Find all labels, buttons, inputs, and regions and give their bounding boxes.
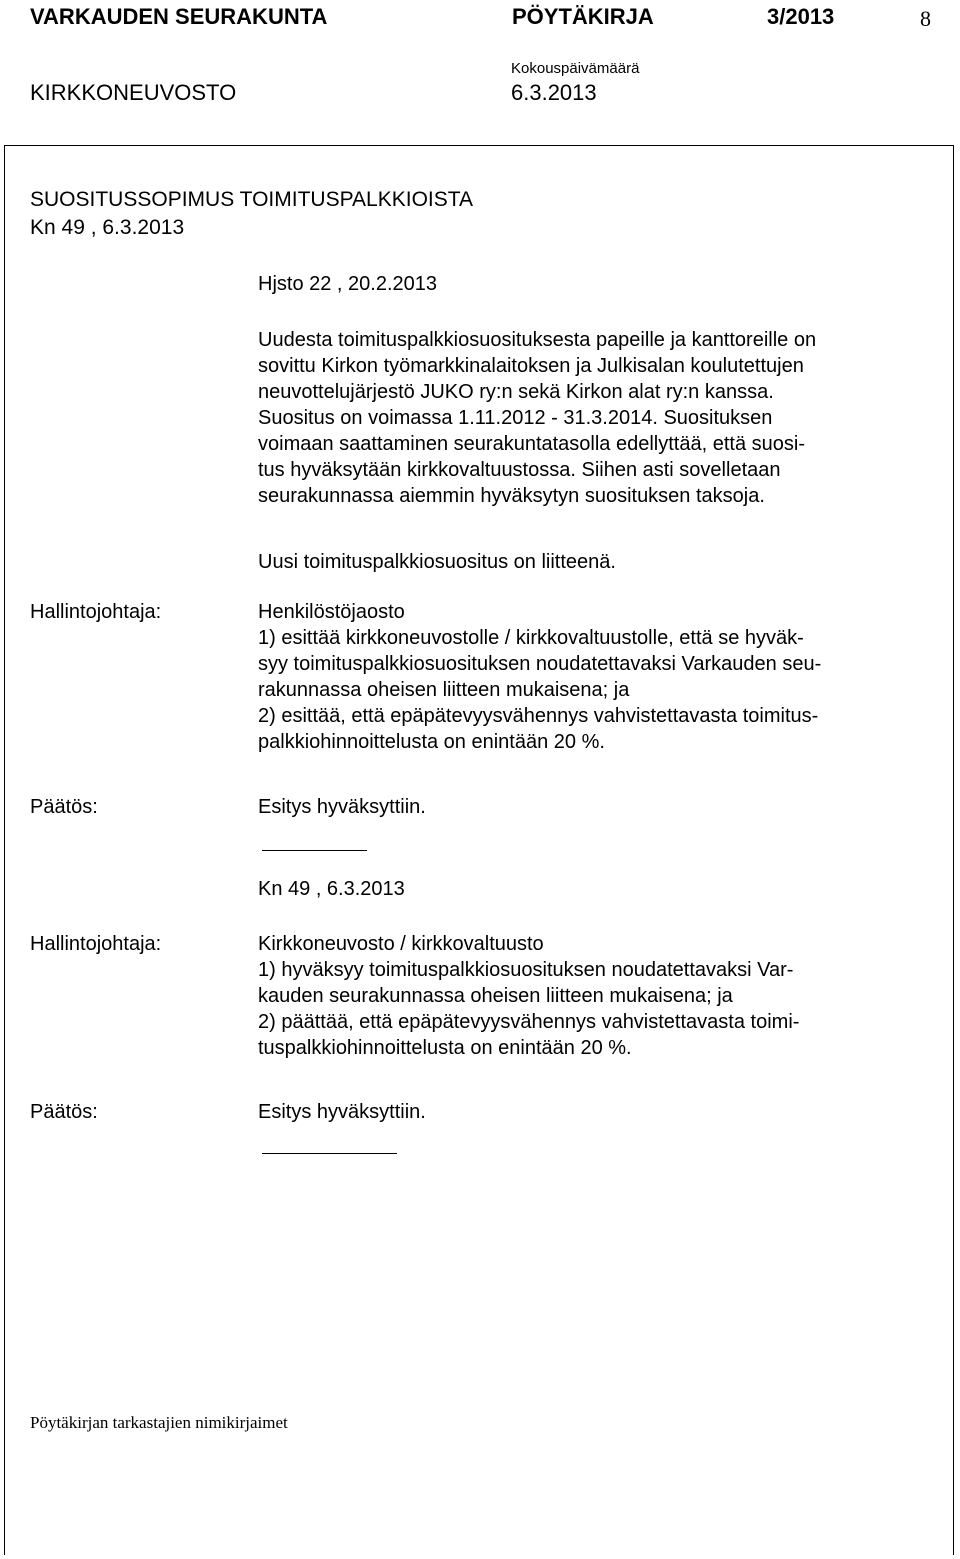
proposal-line: palkkiohinnoittelusta on enintään 20 %. <box>258 731 605 753</box>
org-name: VARKAUDEN SEURAKUNTA <box>30 4 328 29</box>
intro-line: Uudesta toimituspalkkiosuosituksesta papeille ja kanttoreille on <box>258 329 817 351</box>
proposal-line: kauden seurakunnassa oheisen liitteen mukaisena; ja <box>258 985 733 1007</box>
doc-number: 3/2013 <box>767 4 835 29</box>
intro-line: neuvottelujärjestö JUKO ry:n sekä Kirkon alat ry:n kanssa. <box>258 381 774 403</box>
decision-text: Esitys hyväksyttiin. <box>258 1101 426 1123</box>
section-divider <box>262 1153 397 1154</box>
proposal-text <box>258 599 821 755</box>
decision-label: Päätös: <box>30 1101 98 1123</box>
doc-type: PÖYTÄKIRJA <box>512 4 654 29</box>
body-name: KIRKKONEUVOSTO <box>30 80 237 105</box>
proposal-line: rakunnassa oheisen liitteen mukaisena; ja <box>258 679 630 701</box>
section-reference: Kn 49 , 6.3.2013 <box>30 216 185 239</box>
proposal-line: syy toimituspalkkiosuosituksen noudatettavaksi Varkauden seu- <box>258 653 822 675</box>
page-number: 8 <box>920 6 931 31</box>
intro-line: tus hyväksytään kirkkovaltuustossa. Siihen asti sovelletaan <box>258 459 781 481</box>
meeting-date: 6.3.2013 <box>511 80 597 105</box>
section-title: SUOSITUSSOPIMUS TOIMITUSPALKKIOISTA <box>30 188 474 211</box>
proposal-line: 1) hyväksyy toimituspalkkiosuosituksen noudatettavaksi Var- <box>258 959 794 981</box>
prior-reference: Hjsto 22 , 20.2.2013 <box>258 273 438 295</box>
decision-label: Päätös: <box>30 796 98 818</box>
proposal-line: Kirkkoneuvosto / kirkkovaltuusto <box>258 933 544 955</box>
proposal-line: 2) päättää, että epäpätevyysvähennys vahvistettavasta toimi- <box>258 1011 800 1033</box>
intro-line: Suositus on voimassa 1.11.2012 - 31.3.2014. Suosituksen <box>258 407 773 429</box>
signatures-label: Pöytäkirjan tarkastajien nimikirjaimet <box>30 1413 288 1432</box>
proposal-line: 1) esittää kirkkoneuvostolle / kirkkovaltuustolle, että se hyväk- <box>258 627 804 649</box>
proposer-label: Hallintojohtaja: <box>30 933 162 955</box>
proposal-line: tuspalkkiohinnoittelusta on enintään 20 %. <box>258 1037 632 1059</box>
attachment-note: Uusi toimituspalkkiosuositus on liitteenä. <box>258 551 616 573</box>
proposal-line: 2) esittää, että epäpätevyysvähennys vahvistettavasta toimitus- <box>258 705 819 727</box>
intro-paragraph <box>258 327 816 509</box>
section-divider <box>262 850 367 851</box>
decision-text: Esitys hyväksyttiin. <box>258 796 426 818</box>
kn-reference: Kn 49 , 6.3.2013 <box>258 878 405 900</box>
intro-line: voimaan saattaminen seurakuntatasolla edellyttää, että suosi- <box>258 433 805 455</box>
proposal-line: Henkilöstöjaosto <box>258 601 405 623</box>
intro-line: seurakunnassa aiemmin hyväksytyn suosituksen taksoja. <box>258 485 765 507</box>
proposal-text <box>258 931 799 1061</box>
intro-line: sovittu Kirkon työmarkkinalaitoksen ja Julkisalan koulutettujen <box>258 355 804 377</box>
proposer-label: Hallintojohtaja: <box>30 601 162 623</box>
meeting-date-label: Kokouspäivämäärä <box>511 60 640 77</box>
